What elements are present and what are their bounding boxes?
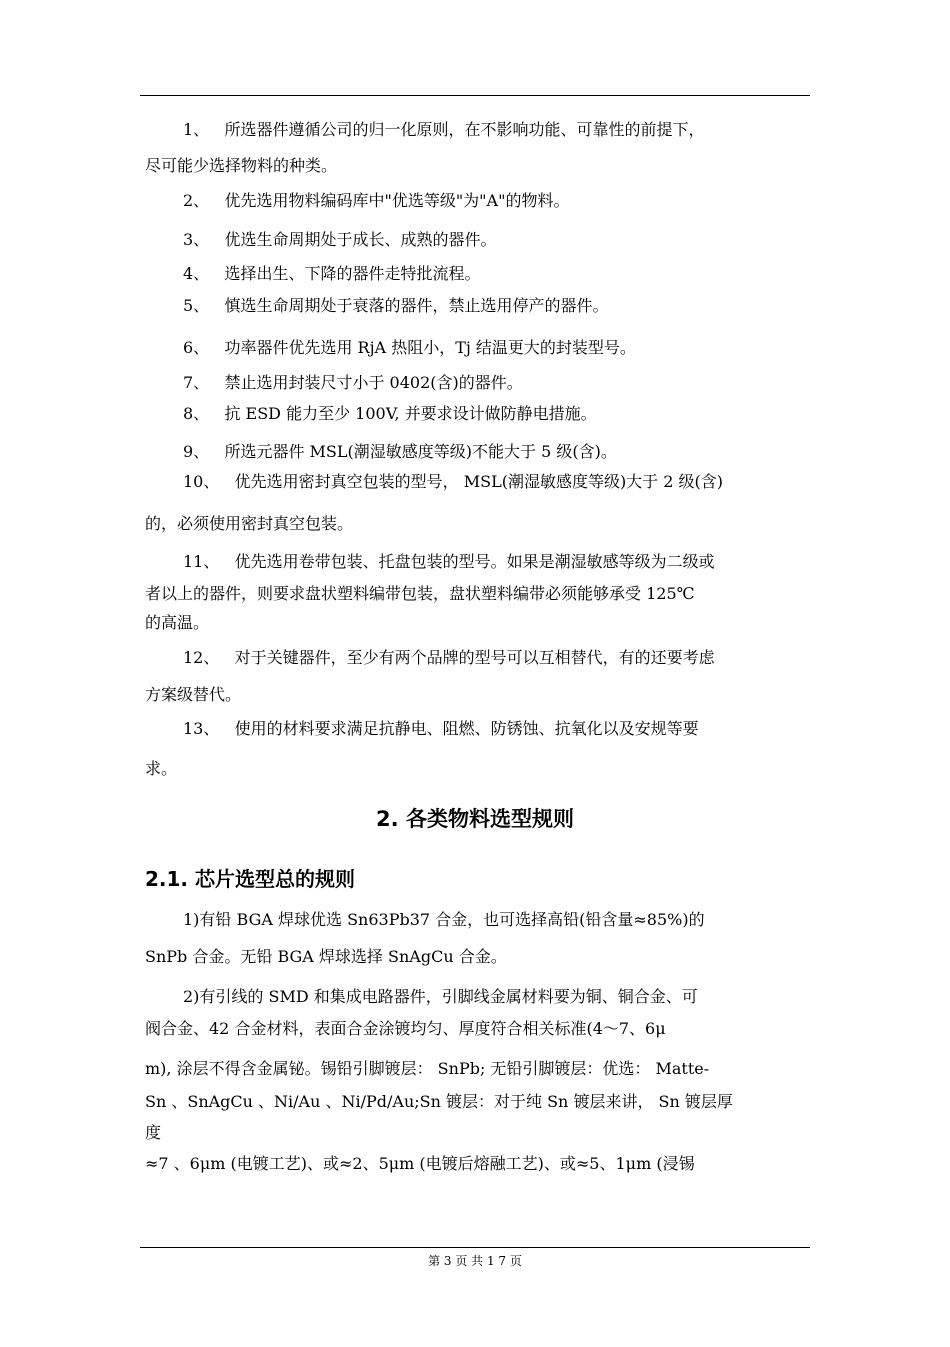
item-number: 9、 xyxy=(183,442,210,461)
section-heading: 2. 各类物料选型规则 xyxy=(376,807,574,831)
item-text: 功率器件优先选用 RjA 热阻小，Tj 结温更大的封装型号。 xyxy=(224,338,636,357)
list-item xyxy=(183,441,810,463)
item-number: 1、 xyxy=(183,120,210,139)
item-text: 选择出生、下降的器件走特批流程。 xyxy=(224,264,481,283)
item-text: 优先选用卷带包装、托盘包装的型号。如果是潮湿敏感等级为二级或 xyxy=(234,552,715,571)
item-number: 4、 xyxy=(183,264,210,283)
item-text: 禁止选用封装尺寸小于 0402(含)的器件。 xyxy=(224,373,523,392)
item-text: 所选器件遵循公司的归一化原则，在不影响功能、可靠性的前提下， xyxy=(224,120,705,139)
footer-rule xyxy=(140,1247,810,1248)
item-number: 6、 xyxy=(183,338,210,357)
list-item xyxy=(183,263,810,285)
list-item xyxy=(183,718,810,740)
item-continuation: 的，必须使用密封真空包装。 xyxy=(145,514,354,533)
page-footer: 第 3 页 共 1 7 页 xyxy=(428,1254,522,1268)
item-number: 13、 xyxy=(183,719,220,738)
item-continuation: 求。 xyxy=(145,759,178,778)
item-number: 7、 xyxy=(183,373,210,392)
item-text: 抗 ESD 能力至少 100V, 并要求设计做防静电措施。 xyxy=(224,404,597,423)
paragraph-line: m), 涂层不得含金属铋。锡铅引脚镀层： SnPb; 无铅引脚镀层：优选： Matte- xyxy=(145,1059,710,1078)
list-item xyxy=(183,551,810,573)
item-number: 5、 xyxy=(183,296,210,315)
list-item xyxy=(183,229,810,251)
item-text: 优先选用密封真空包装的型号， MSL(潮湿敏感度等级)大于 2 级(含) xyxy=(234,472,724,491)
item-number: 3、 xyxy=(183,230,210,249)
list-item xyxy=(183,471,810,493)
list-item xyxy=(183,295,810,317)
paragraph-line: 阀合金、42 合金材料，表面合金涂镀均匀、厚度符合相关标准(4～7、6μ xyxy=(145,1019,666,1038)
item-number: 10、 xyxy=(183,472,220,491)
paragraph-line: 1)有铅 BGA 焊球优选 Sn63Pb37 合金，也可选择高铅(铅含量≈85%)的 xyxy=(183,910,705,929)
item-text: 所选元器件 MSL(潮湿敏感度等级)不能大于 5 级(含)。 xyxy=(224,442,617,461)
list-item xyxy=(183,337,810,359)
item-number: 12、 xyxy=(183,648,220,667)
subsection-heading: 2.1. 芯片选型总的规则 xyxy=(145,867,355,891)
paragraph-line: ≈7 、6μm (电镀工艺)、或≈2、5μm (电镀后熔融工艺)、或≈5、1μm (浸锡 xyxy=(145,1154,695,1173)
item-text: 慎选生命周期处于衰落的器件，禁止选用停产的器件。 xyxy=(224,296,609,315)
item-continuation: 的高温。 xyxy=(145,613,210,632)
paragraph-line: Sn 、SnAgCu 、Ni/Au 、Ni/Pd/Au;Sn 镀层：对于纯 Sn 镀层来讲， Sn 镀层厚 xyxy=(145,1092,733,1111)
paragraph-line: 度 xyxy=(145,1123,162,1142)
item-number: 8、 xyxy=(183,404,210,423)
list-item xyxy=(183,403,810,425)
item-number: 11、 xyxy=(183,552,220,571)
item-continuation: 尽可能少选择物料的种类。 xyxy=(145,156,338,175)
paragraph-line: 2)有引线的 SMD 和集成电路器件，引脚线金属材料要为铜、铜合金、可 xyxy=(183,987,698,1006)
list-item xyxy=(183,372,810,394)
list-item xyxy=(183,119,810,141)
item-continuation: 者以上的器件，则要求盘状塑料编带包装，盘状塑料编带必须能够承受 125℃ xyxy=(145,584,695,603)
paragraph-line: SnPb 合金。无铅 BGA 焊球选择 SnAgCu 合金。 xyxy=(145,947,507,966)
list-item xyxy=(183,190,810,212)
header-rule xyxy=(140,95,810,96)
item-text: 对于关键器件，至少有两个品牌的型号可以互相替代，有的还要考虑 xyxy=(234,648,715,667)
item-text: 优选生命周期处于成长、成熟的器件。 xyxy=(224,230,497,249)
item-text: 优先选用物料编码库中"优选等级"为"A"的物料。 xyxy=(224,191,570,210)
item-text: 使用的材料要求满足抗静电、阻燃、防锈蚀、抗氧化以及安规等要 xyxy=(234,719,699,738)
list-item xyxy=(183,647,810,669)
item-continuation: 方案级替代。 xyxy=(145,685,242,704)
item-number: 2、 xyxy=(183,191,210,210)
